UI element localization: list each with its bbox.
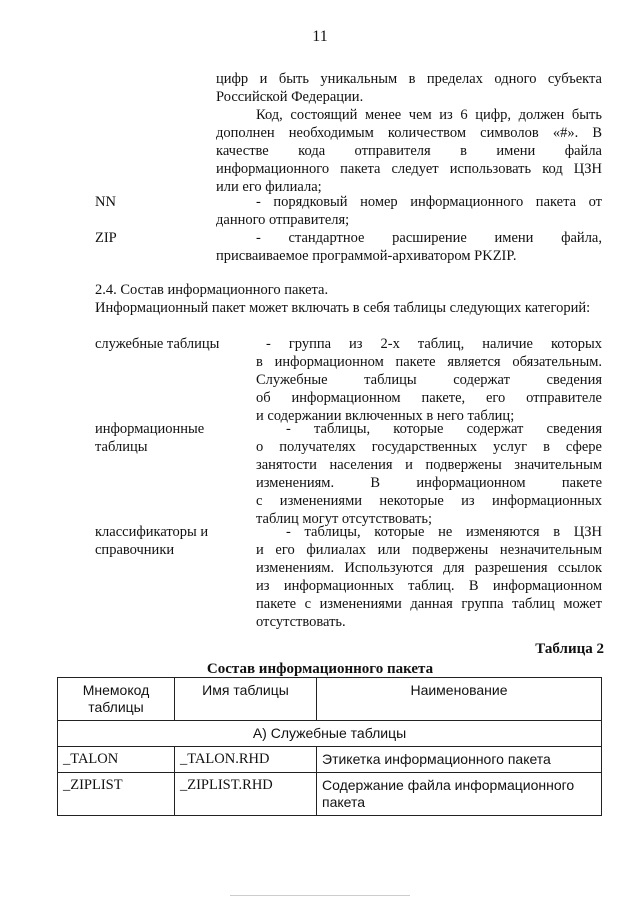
text-line: информационного пакета следует использовать код ЦЗН	[216, 161, 602, 177]
section-intro: Информационный пакет может включать в себя таблицы следующих категорий:	[95, 300, 591, 316]
page-edge-divider	[230, 895, 410, 896]
category-term	[95, 523, 208, 559]
category-term	[95, 335, 219, 353]
info-package-table	[57, 677, 602, 816]
table-header-row	[58, 678, 602, 721]
text-line: данного отправителя;	[216, 212, 350, 228]
text-line: изменениям. Используются для разрешения ссылок	[256, 560, 602, 576]
category-description	[256, 420, 602, 528]
text-line: или его филиала;	[216, 179, 322, 195]
text-line: об информационном пакете, его отправителе	[256, 390, 602, 406]
table-row	[58, 773, 602, 816]
term-line: справочники	[95, 542, 175, 558]
header-table-name: Имя таблицы	[175, 678, 317, 721]
text-line: - таблицы, которые не изменяются в ЦЗН	[286, 524, 602, 540]
cell-mnemocode: _ZIPLIST	[58, 773, 175, 816]
text-line: - таблицы, которые содержат сведения	[286, 421, 602, 437]
table-title: Состав информационного пакета	[206, 661, 434, 677]
table-row	[58, 747, 602, 773]
text-line: - порядковый номер информационного пакета от	[256, 194, 602, 210]
text-line: пакете с изменениями данная группа таблиц может	[256, 596, 602, 612]
text-line: качестве кода отправителя в имени файла	[216, 143, 602, 159]
text-line: таблиц могут отсутствовать;	[256, 511, 432, 527]
term-line: служебные таблицы	[95, 336, 220, 352]
category-term	[95, 420, 204, 456]
text-line: Код, состоящий менее чем из 6 цифр, должен быть	[256, 107, 602, 123]
text-line: о получателях государственных услуг в сфере	[256, 439, 602, 455]
text-line: Служебные таблицы содержат сведения	[256, 372, 602, 388]
code-paragraph	[216, 106, 602, 196]
text-line: отсутствовать.	[256, 614, 346, 630]
text-line: дополнен необходимым количеством символов «#». В	[216, 125, 602, 141]
text-line: в информационном пакете является обязательным.	[256, 354, 602, 370]
page-number: 11	[312, 28, 328, 45]
header-mnemocode: Мнемокод таблицы	[58, 678, 175, 721]
zip-definition	[216, 229, 602, 265]
term-line: информационные	[95, 421, 205, 437]
cell-description: Этикетка информационного пакета	[317, 747, 602, 773]
text-line: присваиваемое программой-архиватором PKZIP.	[216, 248, 517, 264]
nn-definition	[216, 193, 602, 229]
term-zip: ZIP	[95, 230, 117, 246]
text-line: занятости населения и подвержены значительным	[256, 457, 602, 473]
cell-table-name: _TALON.RHD	[175, 747, 317, 773]
section-heading: 2.4. Состав информационного пакета.	[95, 282, 329, 298]
term-line: таблицы	[95, 439, 148, 455]
header-description: Наименование	[317, 678, 602, 721]
cell-description: Содержание файла информационного пакета	[317, 773, 602, 816]
text-line: из информационных таблиц. В информационном	[256, 578, 602, 594]
cell-mnemocode: _TALON	[58, 747, 175, 773]
section-label: А) Служебные таблицы	[58, 721, 602, 747]
text-line: - группа из 2-х таблиц, наличие которых	[266, 336, 602, 352]
text-line: - стандартное расширение имени файла,	[256, 230, 602, 246]
text-line: с изменениями некоторые из информационных	[256, 493, 602, 509]
text-line: изменениям. В информационном пакете	[256, 475, 602, 491]
table-caption: Таблица 2	[535, 641, 604, 657]
text-line: и содержании включенных в него таблиц;	[256, 408, 515, 424]
term-nn: NN	[95, 194, 116, 210]
category-description	[256, 523, 602, 631]
continuation-paragraph	[216, 70, 602, 106]
table-section-row	[58, 721, 602, 747]
category-description	[256, 335, 602, 425]
term-line: классификаторы и	[95, 524, 209, 540]
text-line: Российской Федерации.	[216, 89, 364, 105]
text-line: и его филиалах или подвержены незначительным	[256, 542, 602, 558]
text-line: цифр и быть уникальным в пределах одного субъекта	[216, 71, 602, 87]
cell-table-name: _ZIPLIST.RHD	[175, 773, 317, 816]
